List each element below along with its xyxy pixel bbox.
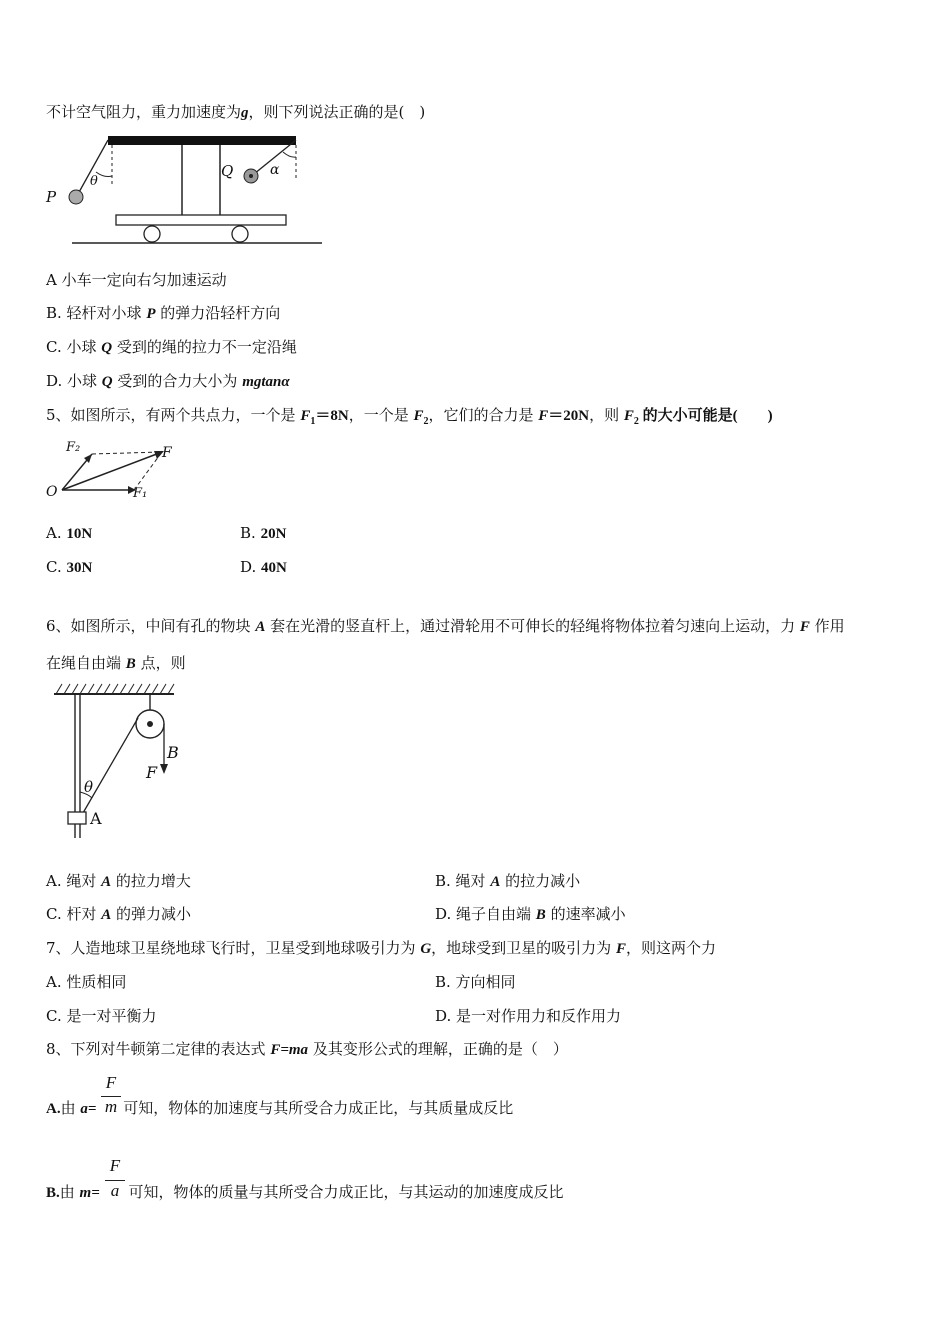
q8-a-numerator: F [105, 1073, 117, 1092]
q4-label-theta: θ [90, 174, 98, 189]
q5-stem: 5、如图所示，有两个共点力，一个是 $F_1=8N$，一个是 $F_2$，它们的合力是 F＝20N，则 $F_2$ 的大小可能是( ) [46, 406, 773, 427]
q8-a-denominator: m [104, 1097, 118, 1116]
q4-stem: 不计空气阻力，重力加速度为g，则下列说法正确的是( ) [46, 103, 426, 121]
q7-option-d[interactable]: D. 是一对作用力和反作用力 [435, 1007, 622, 1025]
q5-label-F: F [162, 445, 172, 461]
q8-option-a[interactable]: A.由 a= 可知，物体的加速度与其所受合力成正比，与其质量成反比 [46, 1099, 514, 1117]
q5-option-a[interactable]: A. 10N [46, 524, 93, 542]
q5-option-c[interactable]: C. 30N [46, 558, 93, 576]
q7-option-a[interactable]: A. 性质相同 [46, 973, 127, 991]
q7-option-b[interactable]: B. 方向相同 [435, 973, 516, 991]
q8-b-numerator: F [109, 1156, 121, 1175]
q6-stem-line1: 6、如图所示，中间有孔的物块 A 套在光滑的竖直杆上，通过滑轮用不可伸长的轻绳将物体拉着匀速向上运动，力 F 作用 [46, 617, 845, 635]
q6-option-d[interactable]: D. 绳子自由端 B 的速率减小 [435, 905, 626, 923]
q6-option-c[interactable]: C. 杆对 A 的弹力减小 [46, 905, 192, 923]
q8-stem: 8、下列对牛顿第二定律的表达式 F=ma 及其变形公式的理解，正确的是（ ） [46, 1040, 568, 1058]
q7-option-c[interactable]: C. 是一对平衡力 [46, 1007, 157, 1025]
q4-label-Q: Q [221, 162, 234, 180]
q5-label-O: O [46, 484, 58, 500]
q4-label-alpha: α [270, 162, 280, 178]
q4-option-b[interactable]: B. 轻杆对小球 P 的弹力沿轻杆方向 [46, 304, 281, 322]
q4-label-P: P [46, 188, 57, 206]
q4-option-c[interactable]: C. 小球 Q 受到的绳的拉力不一定沿绳 [46, 338, 297, 356]
q5-option-d[interactable]: D. 40N [240, 558, 287, 576]
q4-option-d[interactable]: D. 小球 Q 受到的合力大小为 mgtanα [46, 372, 290, 390]
q6-label-A: A [90, 809, 102, 828]
q6-option-b[interactable]: B. 绳对 A 的拉力减小 [435, 872, 581, 890]
q6-label-F: F [146, 763, 158, 782]
q5-label-F2: F₂ [66, 440, 81, 455]
q7-stem: 7、人造地球卫星绕地球飞行时，卫星受到地球吸引力为 G，地球受到卫星的吸引力为 F，则这两个力 [46, 939, 716, 957]
q4-option-a[interactable]: A 小车一定向右匀加速运动 [46, 271, 227, 289]
q6-label-B: B [167, 743, 179, 762]
q6-stem-line2: 在绳自由端 B 点，则 [46, 654, 186, 672]
q6-option-a[interactable]: A. 绳对 A 的拉力增大 [46, 872, 191, 890]
q5-label-F1: F₁ [133, 486, 148, 501]
q8-option-b[interactable]: B.由 m= 可知，物体的质量与其所受合力成正比，与其运动的加速度成反比 [46, 1183, 564, 1201]
q4-cart-figure [40, 130, 330, 252]
q8-b-denominator: a [110, 1181, 120, 1200]
q6-label-theta: θ [84, 778, 94, 796]
q6-pulley-figure [50, 680, 180, 845]
q5-option-b[interactable]: B. 20N [240, 524, 287, 542]
